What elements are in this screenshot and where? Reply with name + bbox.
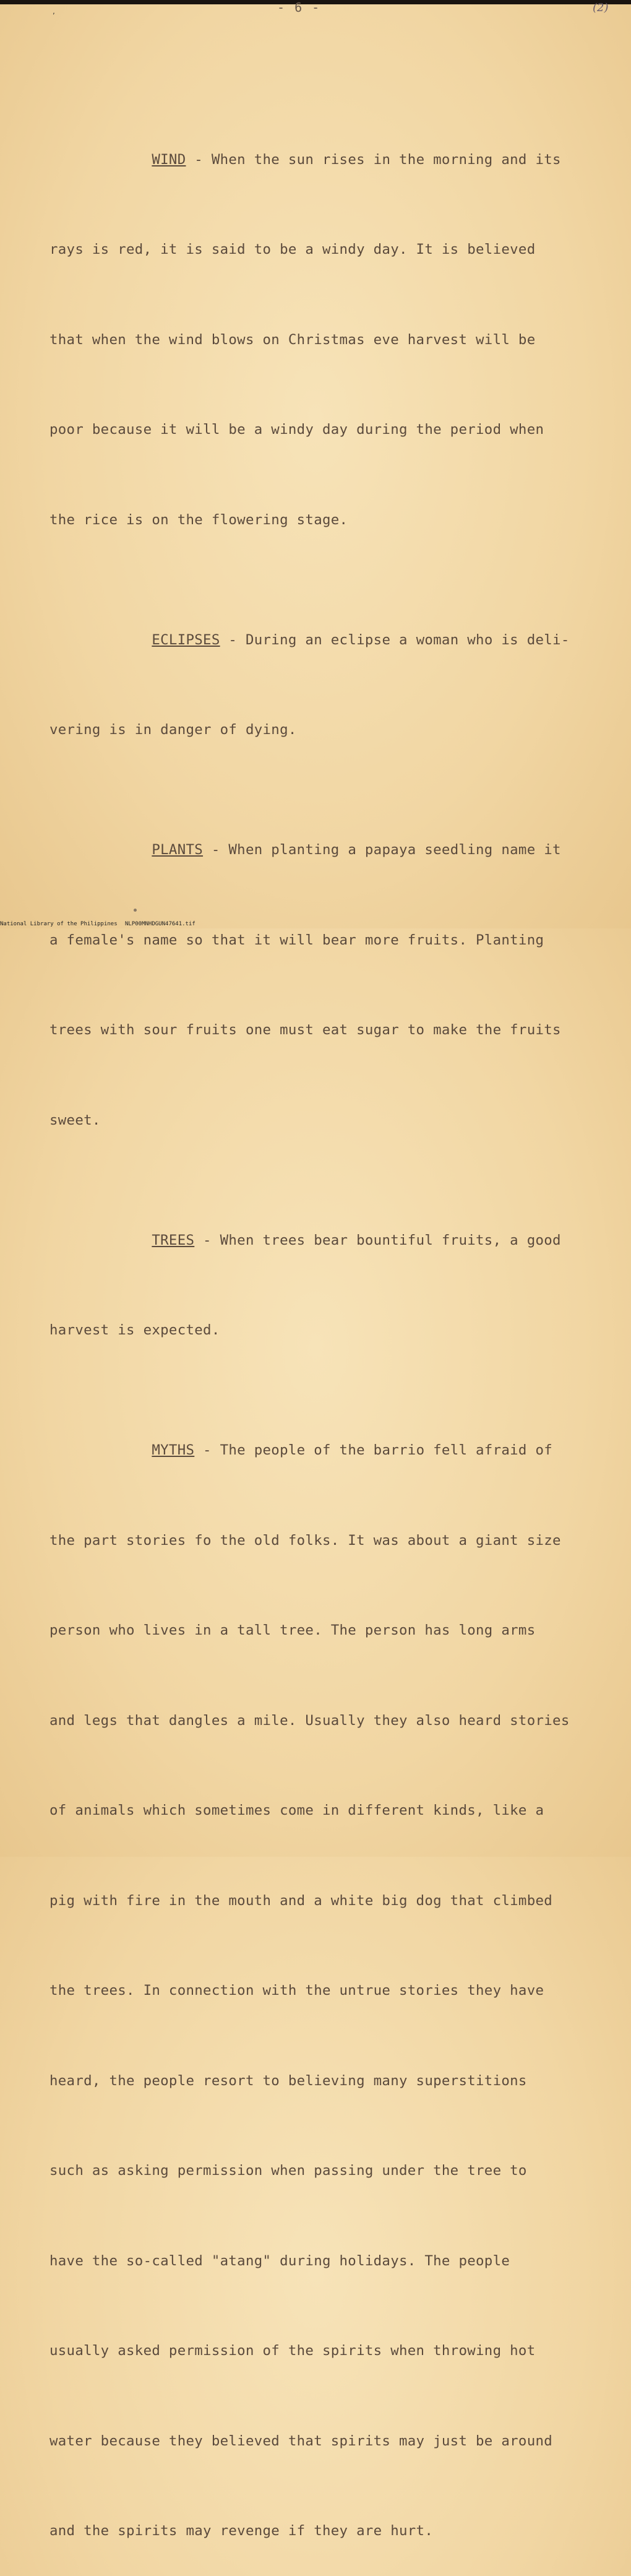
- section-heading-myths: MYTHS: [152, 1442, 195, 1458]
- paragraph-line: such as asking permission when passing under the tree to: [49, 2163, 527, 2179]
- library-credit: National Library of the Philippines: [0, 921, 118, 927]
- paragraph-line: sweet.: [49, 1112, 101, 1128]
- paragraph-line: pig with fire in the mouth and a white big dog that climbed: [49, 1892, 553, 1909]
- paragraph-line: the rice is on the flowering stage.: [49, 511, 348, 528]
- paragraph-line: TREES - When trees bear bountiful fruits, a good: [152, 1232, 561, 1248]
- paragraph-line: that when the wind blows on Christmas eve harvest will be: [49, 331, 536, 348]
- paragraph-line: a female's name so that it will bear more fruits. Planting: [49, 931, 544, 948]
- paragraph-line: trees with sour fruits one must eat sugar to make the fruits: [49, 1022, 561, 1038]
- paragraph-line: WIND - When the sun rises in the morning and its: [152, 151, 561, 168]
- paragraph-line: and legs that dangles a mile. Usually they also heard stories: [49, 1712, 570, 1729]
- paragraph-line: and the spirits may revenge if they are hurt.: [49, 2523, 434, 2539]
- section-heading-eclipses: ECLIPSES: [152, 631, 220, 648]
- corner-annotation: (2): [593, 1, 609, 14]
- paragraph-line: harvest is expected.: [49, 1322, 220, 1338]
- paragraph-line: person who lives in a tall tree. The person has long arms: [49, 1622, 536, 1638]
- paragraph-line: vering is in danger of dying.: [49, 722, 297, 738]
- paragraph-line: heard, the people resort to believing many superstitions: [49, 2072, 527, 2089]
- paragraph-line: PLANTS - When planting a papaya seedling name it: [152, 842, 561, 858]
- paragraph-line: of animals which sometimes come in different kinds, like a: [49, 1802, 544, 1818]
- paragraph-line: ECLIPSES - During an eclipse a woman who is deli-: [152, 631, 570, 648]
- paragraph-line: usually asked permission of the spirits when throwing hot: [49, 2343, 536, 2359]
- paragraph-line: water because they believed that spirits may just be around: [49, 2432, 553, 2449]
- section-heading-wind: WIND: [152, 151, 186, 168]
- paragraph-line: rays is red, it is said to be a windy day. It is believed: [49, 241, 536, 257]
- paragraph-line: the trees. In connection with the untrue stories they have: [49, 1982, 544, 1999]
- paragraph-line: MYTHS - The people of the barrio fell afraid of: [152, 1442, 553, 1458]
- paragraph-line: the part stories fo the old folks. It was about a giant size: [49, 1532, 561, 1549]
- section-heading-trees: TREES: [152, 1232, 195, 1248]
- ink-dot: [134, 909, 137, 912]
- scan-mark: ,: [52, 9, 56, 15]
- paragraph-line: have the so-called "atang" during holidays. The people: [49, 2252, 510, 2269]
- page-number: - 6 -: [277, 0, 321, 15]
- section-heading-plants: PLANTS: [152, 842, 204, 858]
- file-name: NLP00MNHDGUN47641.tif: [125, 921, 195, 927]
- document-body: [49, 54, 606, 2576]
- paragraph-line: poor because it will be a windy day during the period when: [49, 421, 544, 438]
